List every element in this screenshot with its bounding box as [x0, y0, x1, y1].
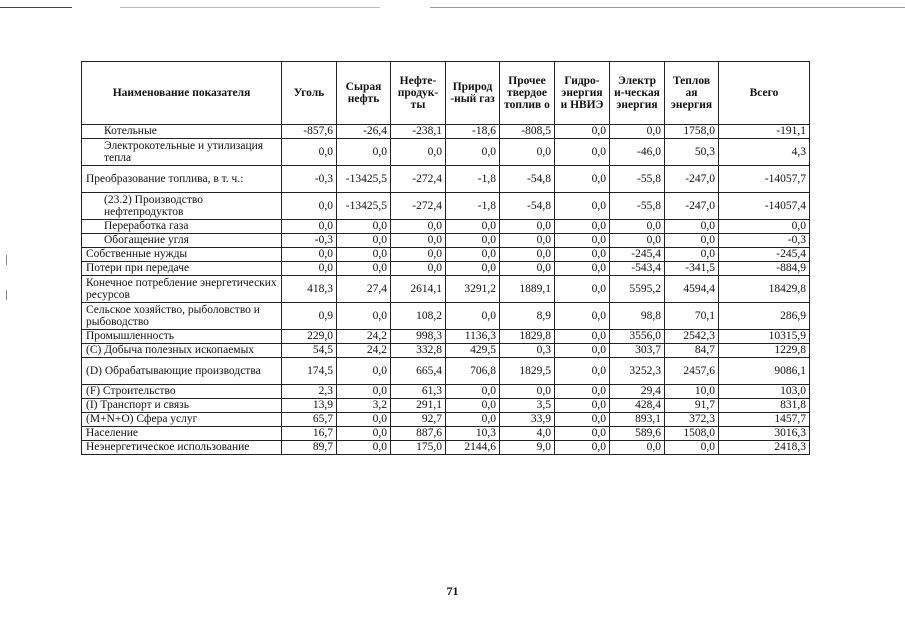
- table-cell: 0,0: [719, 220, 810, 234]
- column-header: Природ -ный газ: [446, 62, 500, 125]
- table-cell: 0,3: [500, 344, 555, 358]
- table-cell: 29,4: [610, 385, 665, 399]
- table-cell: -46,0: [610, 139, 665, 166]
- table-cell: 998,3: [391, 330, 446, 344]
- table-cell: -0,3: [282, 234, 337, 248]
- table-cell: 13,9: [282, 399, 337, 413]
- table-cell: -272,4: [391, 166, 446, 193]
- table-cell: 9,0: [500, 441, 555, 455]
- table-cell: 0,0: [500, 234, 555, 248]
- table-cell: 0,0: [555, 276, 610, 303]
- table-cell: -0,3: [282, 166, 337, 193]
- table-cell: 0,9: [282, 303, 337, 330]
- column-header: Уголь: [282, 62, 337, 125]
- margin-mark: [6, 290, 7, 300]
- column-header: Теплов ая энергия: [665, 62, 719, 125]
- table-cell: 0,0: [282, 139, 337, 166]
- table-cell: 0,0: [391, 234, 446, 248]
- table-cell: 291,1: [391, 399, 446, 413]
- table-row: [82, 413, 810, 427]
- table-cell: 18429,8: [719, 276, 810, 303]
- table-cell: 1508,0: [665, 427, 719, 441]
- table-cell: -272,4: [391, 193, 446, 220]
- table-cell: 4,0: [500, 427, 555, 441]
- table-cell: 2542,3: [665, 330, 719, 344]
- table-cell: 98,8: [610, 303, 665, 330]
- column-header: Нефте-продук-ты: [391, 62, 446, 125]
- table-cell: -14057,4: [719, 193, 810, 220]
- table-cell: 4,3: [719, 139, 810, 166]
- table-cell: 10,3: [446, 427, 500, 441]
- table-cell: 0,0: [555, 344, 610, 358]
- table-cell: 1829,5: [500, 358, 555, 385]
- table-cell: 0,0: [446, 303, 500, 330]
- table-cell: 3,5: [500, 399, 555, 413]
- table-cell: 3016,3: [719, 427, 810, 441]
- row-label: Обогащение угля: [82, 234, 282, 248]
- table-cell: 0,0: [555, 220, 610, 234]
- table-cell: -13425,5: [337, 193, 391, 220]
- table-cell: 372,3: [665, 413, 719, 427]
- table-cell: -54,8: [500, 166, 555, 193]
- table-cell: 33,9: [500, 413, 555, 427]
- column-header-name: Наименование показателя: [82, 62, 282, 125]
- row-label: (M+N+O) Сфера услуг: [82, 413, 282, 427]
- table-cell: 27,4: [337, 276, 391, 303]
- table-cell: 0,0: [555, 330, 610, 344]
- table-cell: 0,0: [555, 303, 610, 330]
- table-cell: 0,0: [610, 441, 665, 455]
- top-rule-mid: [120, 7, 380, 8]
- table-cell: 418,3: [282, 276, 337, 303]
- table-row: [82, 399, 810, 413]
- table-cell: 0,0: [391, 220, 446, 234]
- row-label: (23.2) Производство нефтепродуктов: [82, 193, 282, 220]
- table-cell: 3556,0: [610, 330, 665, 344]
- table-cell: 2144,6: [446, 441, 500, 455]
- table-cell: 91,7: [665, 399, 719, 413]
- column-header: Всего: [719, 62, 810, 125]
- table-header: [82, 62, 810, 125]
- table-cell: 0,0: [610, 234, 665, 248]
- table-cell: 1229,8: [719, 344, 810, 358]
- table-cell: 10,0: [665, 385, 719, 399]
- table-cell: 0,0: [337, 262, 391, 276]
- table-cell: 1889,1: [500, 276, 555, 303]
- table-cell: 0,0: [555, 358, 610, 385]
- table-cell: 0,0: [555, 193, 610, 220]
- table-cell: 3252,3: [610, 358, 665, 385]
- table-row: [82, 344, 810, 358]
- table-cell: -341,5: [665, 262, 719, 276]
- row-label: Конечное потребление энергетических ресурсов: [82, 276, 282, 303]
- row-label: Собственные нужды: [82, 248, 282, 262]
- table-cell: 0,0: [282, 193, 337, 220]
- table-cell: 0,0: [282, 248, 337, 262]
- table-cell: 92,7: [391, 413, 446, 427]
- table-row: [82, 262, 810, 276]
- table-cell: 0,0: [446, 234, 500, 248]
- row-label: Сельское хозяйство, рыболовство и рыбоводство: [82, 303, 282, 330]
- table-cell: 0,0: [446, 248, 500, 262]
- table-cell: 1136,3: [446, 330, 500, 344]
- table-cell: 8,9: [500, 303, 555, 330]
- row-label: Промышленность: [82, 330, 282, 344]
- table-cell: 4594,4: [665, 276, 719, 303]
- table-row: [82, 441, 810, 455]
- table-cell: -808,5: [500, 125, 555, 139]
- row-label: Преобразование топлива, в т. ч.:: [82, 166, 282, 193]
- margin-mark: [6, 255, 7, 265]
- table-cell: 0,0: [446, 139, 500, 166]
- table-cell: 229,0: [282, 330, 337, 344]
- table-cell: -543,4: [610, 262, 665, 276]
- table-cell: 887,6: [391, 427, 446, 441]
- column-header: Прочее твердое топлив о: [500, 62, 555, 125]
- table-cell: -0,3: [719, 234, 810, 248]
- table-cell: 0,0: [500, 385, 555, 399]
- table-cell: 286,9: [719, 303, 810, 330]
- table-cell: 0,0: [500, 139, 555, 166]
- table-cell: 0,0: [446, 220, 500, 234]
- table-cell: 10315,9: [719, 330, 810, 344]
- table-row: [82, 427, 810, 441]
- table-cell: 9086,1: [719, 358, 810, 385]
- table-cell: 706,8: [446, 358, 500, 385]
- table-cell: 0,0: [446, 262, 500, 276]
- table-cell: 0,0: [555, 166, 610, 193]
- table-cell: 70,1: [665, 303, 719, 330]
- table-cell: 429,5: [446, 344, 500, 358]
- table-cell: 16,7: [282, 427, 337, 441]
- table-cell: 0,0: [337, 385, 391, 399]
- table-cell: 0,0: [555, 427, 610, 441]
- table-cell: 0,0: [610, 125, 665, 139]
- table-cell: 589,6: [610, 427, 665, 441]
- table-cell: 3,2: [337, 399, 391, 413]
- table-cell: 0,0: [337, 358, 391, 385]
- table-cell: 0,0: [337, 413, 391, 427]
- table-cell: 0,0: [555, 234, 610, 248]
- top-rule-right: [430, 7, 905, 8]
- table-cell: 665,4: [391, 358, 446, 385]
- table-cell: 303,7: [610, 344, 665, 358]
- table-cell: 50,3: [665, 139, 719, 166]
- table-cell: 0,0: [555, 385, 610, 399]
- energy-balance-table: [81, 61, 810, 455]
- row-label: (F) Строительство: [82, 385, 282, 399]
- table-cell: 84,7: [665, 344, 719, 358]
- table-row: [82, 385, 810, 399]
- table-cell: -55,8: [610, 193, 665, 220]
- table-cell: 5595,2: [610, 276, 665, 303]
- table-row: [82, 166, 810, 193]
- table-row: [82, 330, 810, 344]
- page-number: 71: [446, 584, 459, 598]
- row-label: Котельные: [82, 125, 282, 139]
- header-row: [82, 62, 810, 125]
- table-cell: 1829,8: [500, 330, 555, 344]
- table-cell: 24,2: [337, 344, 391, 358]
- table-cell: 0,0: [446, 413, 500, 427]
- table-cell: 0,0: [391, 139, 446, 166]
- row-label: Население: [82, 427, 282, 441]
- table-cell: 0,0: [337, 248, 391, 262]
- table-row: [82, 193, 810, 220]
- table-cell: 61,3: [391, 385, 446, 399]
- table-cell: 103,0: [719, 385, 810, 399]
- table-cell: 0,0: [337, 220, 391, 234]
- table-row: [82, 303, 810, 330]
- table-cell: -857,6: [282, 125, 337, 139]
- table-cell: 0,0: [555, 125, 610, 139]
- table-body: [82, 125, 810, 455]
- table-cell: 831,8: [719, 399, 810, 413]
- table-cell: 0,0: [446, 385, 500, 399]
- table-cell: 2614,1: [391, 276, 446, 303]
- table-cell: -55,8: [610, 166, 665, 193]
- table-cell: 0,0: [391, 248, 446, 262]
- table-cell: 0,0: [555, 262, 610, 276]
- table-cell: 0,0: [391, 262, 446, 276]
- table-cell: 0,0: [610, 220, 665, 234]
- table-cell: 428,4: [610, 399, 665, 413]
- table-cell: 1457,7: [719, 413, 810, 427]
- table-cell: -247,0: [665, 193, 719, 220]
- table-cell: 2,3: [282, 385, 337, 399]
- table-cell: -238,1: [391, 125, 446, 139]
- column-header: Электр и-ческая энергия: [610, 62, 665, 125]
- column-header: Сырая нефть: [337, 62, 391, 125]
- table-cell: 0,0: [337, 427, 391, 441]
- table-row: [82, 358, 810, 385]
- table-cell: -191,1: [719, 125, 810, 139]
- table-cell: 0,0: [500, 262, 555, 276]
- table-cell: 2457,6: [665, 358, 719, 385]
- table-cell: 0,0: [665, 220, 719, 234]
- row-label: Электрокотельные и утилизация тепла: [82, 139, 282, 166]
- row-label: Переработка газа: [82, 220, 282, 234]
- row-label: (D) Обрабатывающие производства: [82, 358, 282, 385]
- table-cell: 65,7: [282, 413, 337, 427]
- column-header: Гидро-энергия и НВИЭ: [555, 62, 610, 125]
- table-row: [82, 139, 810, 166]
- table-cell: 332,8: [391, 344, 446, 358]
- row-label: Потери при передаче: [82, 262, 282, 276]
- table-cell: 1758,0: [665, 125, 719, 139]
- table-cell: 0,0: [555, 413, 610, 427]
- table-cell: 89,7: [282, 441, 337, 455]
- table-cell: 54,5: [282, 344, 337, 358]
- table-row: [82, 220, 810, 234]
- table-cell: 0,0: [500, 248, 555, 262]
- table-cell: 0,0: [500, 220, 555, 234]
- table-cell: 108,2: [391, 303, 446, 330]
- table-cell: 0,0: [337, 139, 391, 166]
- table-cell: 0,0: [337, 303, 391, 330]
- table-cell: -26,4: [337, 125, 391, 139]
- table-cell: 0,0: [282, 262, 337, 276]
- table-cell: -13425,5: [337, 166, 391, 193]
- table-cell: 24,2: [337, 330, 391, 344]
- table-cell: 893,1: [610, 413, 665, 427]
- top-rule-left: [0, 7, 72, 8]
- table-cell: 175,0: [391, 441, 446, 455]
- table-cell: 0,0: [555, 441, 610, 455]
- table-row: [82, 248, 810, 262]
- table-cell: 0,0: [665, 441, 719, 455]
- table-cell: 2418,3: [719, 441, 810, 455]
- table-cell: 0,0: [665, 234, 719, 248]
- table-cell: -54,8: [500, 193, 555, 220]
- table-cell: -247,0: [665, 166, 719, 193]
- row-label: (I) Транспорт и связь: [82, 399, 282, 413]
- table-cell: -245,4: [719, 248, 810, 262]
- row-label: Неэнергетическое использование: [82, 441, 282, 455]
- table-row: [82, 125, 810, 139]
- table-cell: -245,4: [610, 248, 665, 262]
- table-cell: -18,6: [446, 125, 500, 139]
- table-cell: 0,0: [665, 248, 719, 262]
- table-cell: 0,0: [282, 220, 337, 234]
- table-cell: -1,8: [446, 193, 500, 220]
- table-cell: 0,0: [446, 399, 500, 413]
- table-cell: -884,9: [719, 262, 810, 276]
- table-cell: 0,0: [337, 441, 391, 455]
- row-label: (С) Добыча полезных ископаемых: [82, 344, 282, 358]
- table-cell: 3291,2: [446, 276, 500, 303]
- table-cell: -14057,7: [719, 166, 810, 193]
- table-cell: 0,0: [555, 399, 610, 413]
- table-cell: -1,8: [446, 166, 500, 193]
- table-cell: 0,0: [555, 248, 610, 262]
- table-cell: 174,5: [282, 358, 337, 385]
- table-cell: 0,0: [555, 139, 610, 166]
- table-row: [82, 276, 810, 303]
- table-cell: 0,0: [337, 234, 391, 248]
- table-row: [82, 234, 810, 248]
